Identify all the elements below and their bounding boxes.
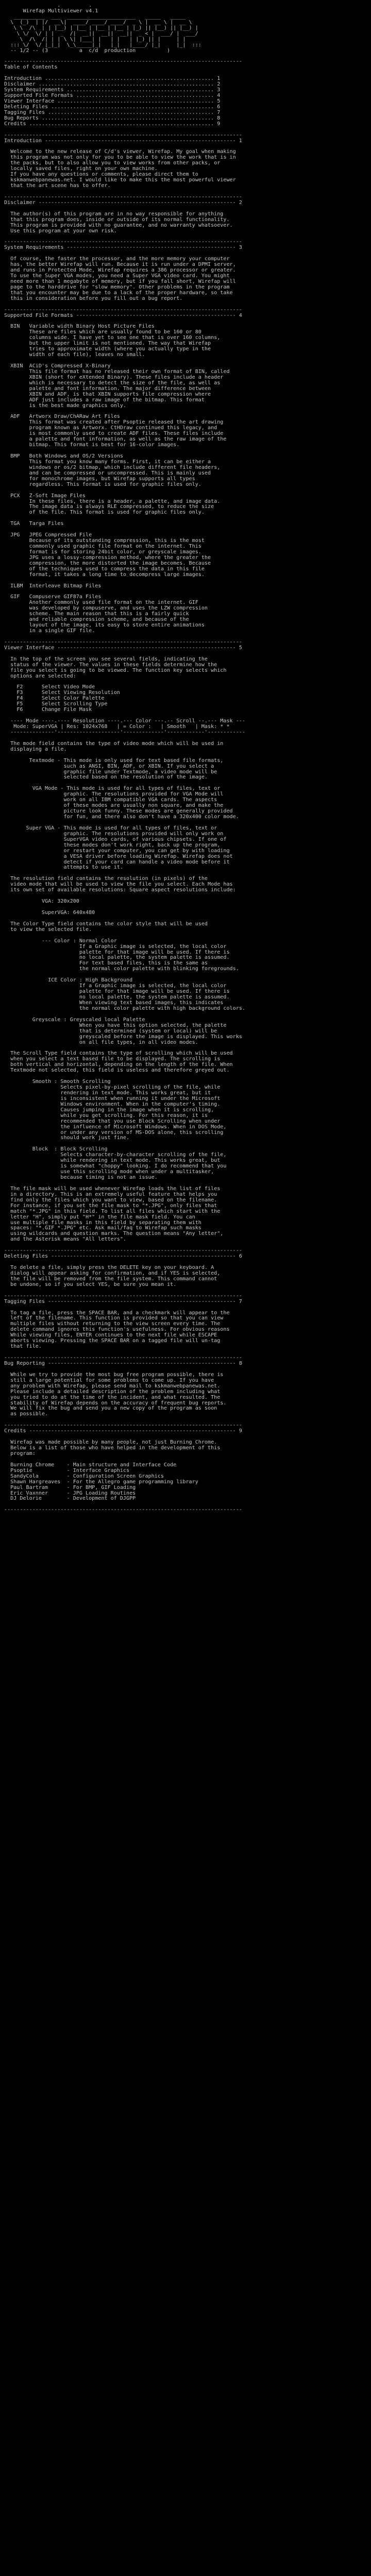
text-line: compression, the more distorted the image becomes. Because [4, 560, 211, 566]
text-line: spaces: "*.GIF *.JPG" etc. Ask mail/faq to Wirefap such masks [4, 1225, 201, 1231]
text-line: ADF Artworx Draw/ChARaw Art Files [4, 414, 120, 420]
text-line: the influence of Microsoft Windows. When in DOS Mode, [4, 1124, 227, 1130]
text-line: Tagging Files ------------------------------------------------------------ 7 [4, 1298, 242, 1304]
text-line: of the file. This format is used for graphic files only. [4, 510, 205, 516]
text-line: F3 Select Viewing Resolution [4, 690, 120, 696]
text-line [4, 302, 367, 308]
text-line: F2 Select Video Mode [4, 684, 95, 690]
text-line: The resolution field contains the resolution (in pixels) of the [4, 876, 208, 882]
text-line: SuperVGA: 640x480 [4, 909, 95, 916]
text-line: Deleting Files .................................................... 6 [4, 104, 221, 110]
text-line: SandyCola - Configuration Screen Graphics [4, 1473, 164, 1479]
text-line: the packs, but to also allow you to view works from other packs, or [4, 160, 221, 166]
text-line: of these modes are usually non square, and make the [4, 803, 224, 809]
text-line: such as ANSI, BIN, ADF, or XBIN. If you select a [4, 763, 214, 769]
text-line: The Scroll Type field contains the type of scrolling which will be used [4, 1050, 233, 1057]
text-line: Introduction ...................................................... 1 [4, 76, 221, 82]
text-line: that this program does, inside or outside of its normal functionality. [4, 216, 230, 223]
text-line: the file will be removed from the file system. This command cannot [4, 1276, 217, 1282]
text-line: find only the files which you want to view, based on the filename. [4, 1197, 217, 1203]
text-line: ILBM Interleave Bitmap Files [4, 583, 102, 589]
text-line: ---------------------------------------------------------------------------- [4, 132, 242, 138]
text-line: still a large potential for some problems to come up. If you have [4, 1377, 214, 1383]
text-line: and reliable compression scheme, and because of the [4, 617, 189, 623]
text-line: on all file types, in all video modes. [4, 1039, 198, 1045]
text-line: Tagging Files ..................................................... 7 [4, 109, 221, 115]
text-line: for fun, and there also don't have a 320x400 color mode. [4, 814, 239, 820]
text-line: windows or os/2 bitmap, which include different file headers, [4, 464, 221, 470]
text-line: ---------------------------------------------------------------------------- [4, 239, 242, 245]
text-line: use multiple file masks in this field by separating them with [4, 1219, 201, 1226]
text-line: graphic. The resolutions provided for VGA Mode will [4, 791, 224, 798]
text-line: left of the filename. This function is provided so that you can view [4, 1315, 224, 1321]
text-line: This format you know many forms. First, it can be either a [4, 459, 211, 465]
text-line: . . [4, 3, 92, 8]
text-line: BIN Variable width Binary Host Picture Files [4, 324, 155, 330]
text-line: System Requirements ............................................... 3 [4, 87, 221, 93]
text-line: Use this program at your own risk. [4, 228, 117, 234]
text-line: program: [4, 1450, 36, 1456]
text-line: kskmanwebpanewas.net. I would like to make this the most powerful viewer [4, 177, 236, 183]
text-line: ---------------------------------------------------------------------------- [4, 59, 242, 65]
text-line: using wildcards and question marks. The question means "Any letter", [4, 1231, 224, 1237]
text-line: palette and font information. The major difference between [4, 385, 211, 392]
text-line: ICE Color : High Background [4, 977, 133, 984]
text-line: the normal color palette with blinking foregrounds. [4, 966, 239, 972]
text-line: stability of Wirefap depends on the accuracy of frequent bug reports. [4, 1400, 227, 1406]
text-line: was developed by compuserve, and uses the LZW compression [4, 605, 208, 612]
text-line: Wirefap Multiviewer v4.1 [4, 8, 98, 14]
text-line: a palette and font information, as well as the raw image of the [4, 436, 227, 443]
text-line [4, 127, 367, 133]
text-line: The file mask will be used whenever Wirefap loads the list of files [4, 1185, 221, 1192]
text-line: is somewhat "choppy" looking. I do recommend that you [4, 1163, 227, 1170]
text-line: rendering in text mode. This works great, but it [4, 1090, 211, 1096]
text-line: XBIN and ADF, is that XBIN supports file compression where [4, 391, 211, 397]
text-line: ---------------------------------------------------------------------------- [4, 639, 242, 645]
text-line: while you get scrolling. For this reason, it is [4, 1112, 208, 1118]
text-line: Because of its outstanding compression, this is the most [4, 538, 205, 544]
text-line: If you have any questions or comments, please direct them to [4, 172, 198, 178]
text-line: ---------------------------------------------------------------------------- [4, 194, 242, 200]
text-line: or under any version of MS-DOS alone, this scrolling [4, 1129, 224, 1136]
text-line: For text based files, this is the same as [4, 960, 208, 967]
text-line: of the techniques used to compress the data in this file [4, 566, 205, 572]
document-text-viewer [4, 3, 367, 2576]
text-line: layout of the image, its easy to store entire animations [4, 622, 205, 629]
text-line: Bug Reports ....................................................... 8 [4, 115, 221, 121]
text-line: While viewing files, ENTER continues to the next file while ESCAPE [4, 1332, 217, 1338]
text-line: program known as Artworx. CtHDraw continued this legacy, and [4, 425, 217, 431]
text-line: While we try to provide the most bug free program possible, there is [4, 1371, 224, 1378]
text-line: GIF Compuserve GIF87a Files [4, 594, 102, 600]
text-line: In these files, there is a header, a palette, and image data. [4, 498, 221, 504]
text-line: both vertical and horizontal, depending on the length of the file. When [4, 1062, 233, 1068]
text-line: TGA Targa Files [4, 521, 64, 527]
text-line: aborts viewing. Pressing the SPACE BAR on a tagged file will un-tag [4, 1338, 221, 1344]
text-line: The author(s) of this program are in no way responsible for anything [4, 211, 224, 217]
text-line: these modes don't work right, back up the program, [4, 842, 221, 848]
text-line: attempts to use it. [4, 865, 123, 871]
text-line: ADF just includes a raw image of the bitmap. This format [4, 397, 205, 403]
text-line: in a directory. This is an extremely useful feature that helps you [4, 1191, 217, 1197]
text-line: F5 Select Scrolling Type [4, 701, 108, 707]
text-line: __________ ___ ______________________ _____ _____ [4, 13, 186, 20]
text-line: page to the harddrive for "slow memory". Other problems in the program [4, 284, 230, 290]
text-line: format is for storing 24bit color, or greyscale images. [4, 549, 201, 555]
text-line: a VESA driver before loading Wirefap. Wirefap does not [4, 853, 233, 859]
text-line: Below is a list of those who have helped in the development of this [4, 1445, 221, 1451]
text-line: This format was created after Psoptie released the art drawing [4, 419, 224, 426]
text-line: Credits ........................................................... 9 [4, 121, 221, 127]
text-line: multiple files without returning to the view screen every time. The [4, 1321, 221, 1327]
text-line: its own set of available resolutions: Square aspect resolutions include: [4, 887, 236, 893]
text-line: recommended that you use Block Scrolling when under [4, 1118, 221, 1124]
text-line: be undone, so if you select YES, be sure you mean it. [4, 1281, 177, 1287]
text-line: detect if your card can handle a video mode before it [4, 859, 230, 865]
text-line: should work just fine. [4, 1135, 130, 1141]
text-line: is inconsistent when running it under the Microsoft [4, 1095, 221, 1101]
text-line [4, 578, 367, 584]
text-line: ::: \/ \/ |_|_| \_\_____|_| |_| |____/ |_| |_| ::: [4, 42, 201, 48]
text-line: Introduction ------------------------------------------------------------- 1 [4, 138, 242, 144]
text-line: This file format has no released their own format of BIN, called [4, 368, 230, 375]
text-line: Block : Block Scrolling [4, 1146, 108, 1153]
text-line: letter "H", simply put "H*" in the file mask field. You can [4, 1214, 195, 1220]
text-line: when you select a text based file to be displayed. The scrolling is [4, 1056, 221, 1062]
text-line: F4 Select Color Palette [4, 696, 105, 702]
text-line: Windows environment. When in the computer's timing. [4, 1101, 221, 1107]
text-line: Psoptie - Interface Graphics [4, 1467, 130, 1473]
text-line: Deleting Files ----------------------------------------------------------- 6 [4, 1253, 242, 1260]
text-line: width of each file), leaves no small. [4, 352, 145, 358]
text-line: palette for that image will be used. If there is [4, 989, 230, 995]
text-line: System Requirements ------------------------------------------------------ 3 [4, 245, 242, 251]
text-line: bitmap. This format is best for 16-color images. [4, 442, 180, 448]
text-line: Credits ------------------------------------------------------------------ 9 [4, 1428, 242, 1434]
text-line: that you encounter may be due to a lack of the proper hardware, so take [4, 290, 233, 296]
text-line: to view the selected file. [4, 926, 92, 933]
text-line: VGA: 320x200 [4, 899, 79, 905]
text-line: The mode field contains the type of video mode which will be used in [4, 740, 224, 747]
text-line: work on all IBM compatible VGA cards. The aspects [4, 797, 217, 803]
text-line: ---------------------------------------------------------------------------- [4, 1507, 242, 1513]
text-line: --------------'--------------------'-------------'------------'------------ [4, 729, 245, 735]
text-line: ---------------------------------------------------------------------------- [4, 1248, 242, 1254]
text-line: Burning Chrome - Main structure and Interface Code [4, 1462, 177, 1468]
text-line: ---------------------------------------------------------------------------- [4, 1422, 242, 1429]
text-line: for monochrome images, but Wirefap supports all types [4, 476, 195, 482]
text-line: graphic. The resolutions provided will only work on [4, 831, 224, 837]
text-line: When viewing text based images, this indicates [4, 999, 224, 1006]
text-line: options are selected: [4, 673, 76, 679]
text-line: -- 1/2 -- (3 a c/d production ) [4, 47, 171, 54]
text-line: Another commonly used file format on the internet. GIF [4, 600, 198, 606]
text-line: Eric Vaxnner - JPG Loading Routines [4, 1490, 136, 1496]
text-line: greyscaled before the image is displayed. This works [4, 1033, 242, 1040]
text-line: that the art scene has to offer. [4, 183, 111, 189]
text-line: XBIN (short for eXtended Binary). These files include a header [4, 374, 224, 380]
text-line: while rendering in text mode. This works great, but [4, 1158, 221, 1164]
text-line: columns wide. I have yet to see one that is over 160 columns, [4, 335, 221, 341]
text-line: Disclaimer ........................................................ 2 [4, 81, 221, 88]
text-line: in a single GIF file. [4, 628, 95, 634]
text-line: selected based on the resolution of the image. [4, 774, 208, 781]
text-line: that file. [4, 1344, 42, 1350]
text-line: any problem with Wirefap, please send mail to kskmanwebpanewas.net. [4, 1383, 221, 1389]
text-line: Mode: SuperVGA | Res: 1024x768 | = Color : | Smooth | Mask: * * [4, 724, 230, 730]
text-line: Paul Bartram - For BMP, GIF Loading [4, 1484, 136, 1490]
text-line: F6 Change File Mask [4, 707, 92, 713]
text-line: XBIN ACiD's Compressed X-Binary [4, 363, 111, 369]
text-line: ---------------------------------------------------------------------------- [4, 307, 242, 313]
text-line: --- Color : Normal Color [4, 938, 117, 944]
text-line: has, the better Wirefap will run. Because it is run under a DPMI server, [4, 262, 236, 268]
text-line: JPG JPEG Compressed File [4, 532, 92, 538]
text-line: regardless. This format is used for graphic files only. [4, 481, 201, 487]
text-line: \ \ /\ | | |__) | |__ | |__ | |__ | |_) || |__) || |__) | [4, 25, 198, 31]
text-line: Shawn Hargreaves - For the Allegro game programming library [4, 1479, 198, 1485]
text-line: VGA Mode - This mode is used for all types of files, text or [4, 786, 221, 792]
text-line [4, 488, 367, 494]
text-line: Viewer Interface --------------------------------------------------------- 5 [4, 645, 242, 651]
text-line: Table of Contents [4, 64, 58, 71]
text-line: because timing is not an issue. [4, 1175, 158, 1180]
text-line: To use the Super VGA modes, you need a Super VGA video card. You might [4, 273, 230, 279]
text-line: We will fix the bug and send you a new copy of the program as soon [4, 1405, 217, 1412]
text-line: no local palette, the system palette is assumed. [4, 955, 230, 961]
text-line: In the top of the screen you see several fields, indicating the [4, 656, 208, 662]
text-line: If a Graphic image is selected, the local color [4, 943, 227, 950]
text-line: which is necessary to detect the size of the file, as well as [4, 380, 221, 386]
text-line: The image data is always RLE compressed, to reduce the size [4, 504, 214, 510]
text-line: that is determined (system or local) will be [4, 1028, 217, 1034]
text-line: Of course, the faster the processor, and the more memory your computer [4, 256, 230, 262]
text-line: delete command ignores this function's usefulness. For obvious reasons [4, 1327, 230, 1333]
text-line: This program is provided with no guarantee, and no warranty whatsoever. [4, 222, 233, 228]
text-line: video mode that will be used to view the file you select. Each Mode has [4, 882, 233, 888]
text-line: BMP Both Windows and OS/2 Versions [4, 453, 123, 459]
text-line: Selects pixel-by-pixel scrolling of the file, while [4, 1084, 221, 1090]
text-line: but the upper limit is not mentioned. The way that Wirefap [4, 341, 211, 347]
text-line: To delete a file, simply press the DELETE key on your keyboard. A [4, 1265, 214, 1270]
text-line: status of the viewer. The values in these fields determine how the [4, 662, 217, 668]
text-line: To tag a file, press the SPACE BAR, and a checkmark will appear to the [4, 1310, 230, 1316]
text-line: \ \/ \/ | | _ /| __|| __|| __|| _ < | ___/ | ___/ [4, 30, 198, 37]
text-line [4, 1305, 367, 1311]
text-line: format, it takes a long time to decompress large images. [4, 571, 205, 578]
text-line: or restart your computer, you can get by with loading [4, 848, 230, 854]
text-line: scheme. The main reason that this is a fairly quick [4, 611, 189, 617]
text-line: Textmode not selected, this field is useless and therefore greyed out. [4, 1067, 230, 1074]
text-line: is most commonly used to create ADF files. These files include [4, 431, 224, 437]
text-line: Selects character-by-character scrolling of the file, [4, 1152, 227, 1158]
text-line: Disclaimer --------------------------------------------------------------- 2 [4, 199, 242, 206]
text-line: locally saved files, right on your own machine. [4, 166, 158, 172]
text-line: and the Asterisk means "All letters". [4, 1236, 127, 1243]
text-line: graphic file under Textmode, a video mode will be [4, 769, 217, 775]
text-line: Supported File Formats ............................................ 4 [4, 93, 221, 98]
text-line: \ /\ /| | | \ \| |___| | | | | |_) || | | | [4, 36, 186, 42]
text-line: JPG uses a lossy-compression method, where the greater the [4, 554, 211, 561]
text-line: If a Graphic image is selected, the local color [4, 983, 227, 989]
text-line: Textmode - This mode is only used for text based file formats, [4, 757, 224, 764]
text-line: DJ Delorie - Development of DJGPP [4, 1496, 136, 1502]
text-line: as possible. [4, 1411, 48, 1417]
text-line: When you have this option selected, the palette [4, 1022, 227, 1028]
text-line: this in consideration before you fill out a bug report. [4, 295, 183, 301]
text-line: is the best made graphics only. [4, 402, 127, 409]
text-line: Wirefap was made possible by many people, not just Burning Chrome. [4, 1439, 217, 1446]
text-line: palette for that image will be used. If there is [4, 949, 230, 955]
text-line: Viewer Interface .................................................. 5 [4, 98, 221, 104]
text-line [4, 753, 367, 758]
text-line: ---------------------------------------------------------------------------- [4, 1355, 242, 1361]
text-line: PCX Z-Soft Image Files [4, 493, 86, 499]
text-line: Welcome to the new release of C/d's viewer, Wirefap. My goal when making [4, 149, 236, 155]
text-line: tries to approximate width (where you actually type in the [4, 346, 211, 352]
text-line: Super VGA - This mode is used for all types of files, text or [4, 825, 217, 831]
text-line: and can be compressed or uncompressed. This is mainly used [4, 470, 211, 476]
text-line: dialog will appear asking for confirmation, and if YES is selected, [4, 1270, 221, 1276]
text-line: need more than 1 megabyte of memory, but if you fall short, Wirefap will [4, 278, 236, 284]
text-line: For instance, if you set the file mask to "*.JPG", only files that [4, 1202, 217, 1209]
text-line: commonly used graphic file format on the internet. This [4, 544, 201, 549]
text-line: Please include a detailed description of the problem including what [4, 1388, 221, 1395]
text-line: \ (_) | |/ __\| ____/ ____/ ____/ _ \ | __ \ | __ \ [4, 19, 192, 25]
text-line: this program was not only for you to be able to view the work that is in [4, 155, 236, 161]
text-line: displaying a file. [4, 746, 67, 752]
text-line: SuperVGA video cards, of various chipsets. If one of [4, 836, 227, 842]
text-line: Smooth : Smooth Scrolling [4, 1079, 111, 1085]
text-line: file you select is going to be viewed. The function key selects which [4, 667, 227, 673]
text-line: ---- Mode ----.---- Resolution ----.--- Color ---.-- Scroll --.--- Mask --- [4, 718, 245, 724]
text-line: no local palette, the system palette is assumed. [4, 994, 230, 1000]
text-line: ---------------------------------------------------------------------------- [4, 1293, 242, 1299]
text-line: The Color Type field contains the color style that will be used [4, 921, 208, 927]
text-line: Causes jumping in the image when it is scrolling, [4, 1107, 214, 1113]
text-line: Greyscale : Greyscaled local Palette [4, 1016, 145, 1023]
text-line: picture look funny. These modes are generally provided [4, 808, 233, 815]
text-line: These are files which are usually found to be 160 or 80 [4, 329, 201, 335]
text-line: the normal color palette with high background colors. [4, 1005, 245, 1011]
text-line: use this scrolling mode when under a multitasker, [4, 1169, 214, 1175]
text-line: match "*.JPG" in this field. To list all files which start with the [4, 1208, 221, 1214]
text-line: and runs in Protected Mode, Wirefap requires a 386 processor or greater. [4, 267, 236, 274]
text-line [4, 933, 367, 939]
text-line: Bug Reporting ------------------------------------------------------------ 8 [4, 1360, 242, 1366]
text-line: you tried to do at the time of the incident, and what resulted. The [4, 1394, 221, 1400]
text-line: Supported File Formats --------------------------------------------------- 4 [4, 312, 242, 318]
